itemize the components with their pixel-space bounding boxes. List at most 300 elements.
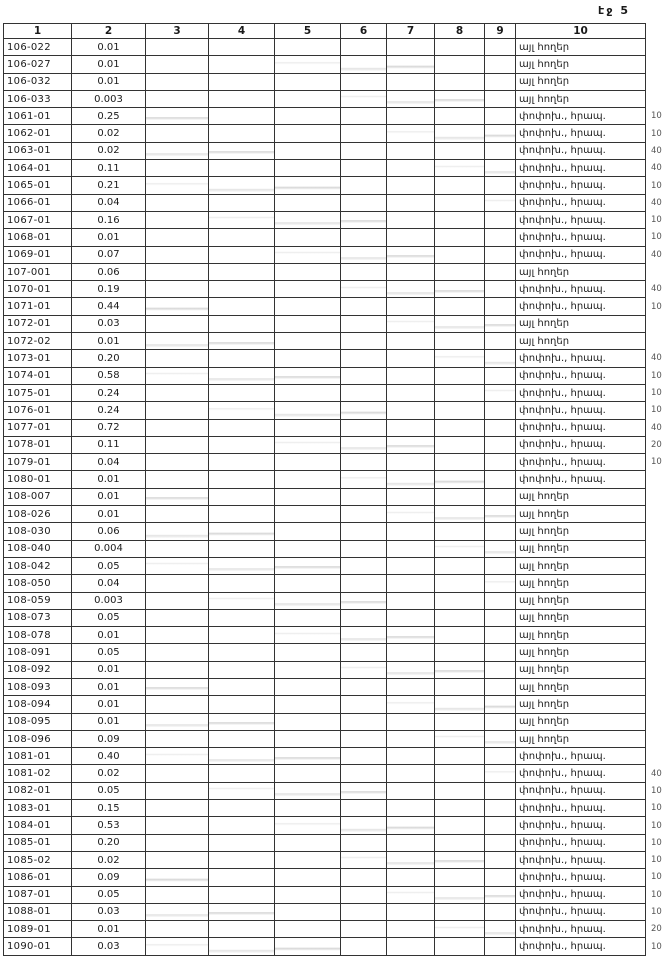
cell-empty bbox=[146, 713, 209, 730]
cell-empty bbox=[387, 730, 435, 747]
cell-empty bbox=[435, 367, 485, 384]
cell-area-value: 0.53 bbox=[72, 817, 146, 834]
cell-empty bbox=[146, 90, 209, 107]
table-row bbox=[4, 938, 669, 955]
cell-empty bbox=[435, 333, 485, 350]
cell-empty bbox=[146, 436, 209, 453]
cell-empty bbox=[387, 263, 435, 280]
cell-empty bbox=[209, 557, 275, 574]
margin-mark: 10 bbox=[651, 872, 662, 883]
cell-empty bbox=[341, 851, 387, 868]
cell-empty bbox=[435, 800, 485, 817]
cell-empty bbox=[209, 194, 275, 211]
cell-category: փոփոխ., հրապ. bbox=[516, 851, 646, 868]
cell-empty bbox=[435, 557, 485, 574]
cell-empty bbox=[387, 298, 435, 315]
table-row bbox=[4, 281, 669, 298]
cell-empty bbox=[387, 817, 435, 834]
margin-mark: 10 bbox=[651, 889, 662, 900]
cell-empty bbox=[209, 488, 275, 505]
cell-empty bbox=[485, 177, 516, 194]
cell-empty bbox=[485, 627, 516, 644]
cell-empty bbox=[387, 557, 435, 574]
cell-empty bbox=[341, 177, 387, 194]
cell-empty bbox=[146, 938, 209, 955]
cell-parcel-code: 106-027 bbox=[4, 56, 72, 73]
cell-empty bbox=[146, 540, 209, 557]
cell-empty bbox=[387, 367, 435, 384]
table-row bbox=[4, 454, 669, 471]
cell-empty bbox=[146, 506, 209, 523]
cell-empty bbox=[387, 333, 435, 350]
cell-category: փոփոխ., հրապ. bbox=[516, 834, 646, 851]
margin-mark bbox=[646, 748, 669, 765]
cell-parcel-code: 108-092 bbox=[4, 661, 72, 678]
cell-empty bbox=[435, 125, 485, 142]
cell-parcel-code: 1089-01 bbox=[4, 921, 72, 938]
margin-mark bbox=[646, 73, 669, 90]
cell-empty bbox=[435, 419, 485, 436]
cell-empty bbox=[435, 540, 485, 557]
cell-empty bbox=[209, 678, 275, 695]
cell-empty bbox=[435, 246, 485, 263]
cell-empty bbox=[387, 402, 435, 419]
cell-empty bbox=[341, 160, 387, 177]
table-row bbox=[4, 851, 669, 868]
cell-parcel-code: 108-042 bbox=[4, 557, 72, 574]
cell-empty bbox=[341, 557, 387, 574]
table-row bbox=[4, 177, 669, 194]
cell-empty bbox=[435, 315, 485, 332]
cell-empty bbox=[387, 678, 435, 695]
table-row bbox=[4, 644, 669, 661]
cell-area-value: 0.05 bbox=[72, 644, 146, 661]
cell-empty bbox=[387, 592, 435, 609]
cell-empty bbox=[341, 817, 387, 834]
cell-empty bbox=[275, 246, 341, 263]
cell-empty bbox=[341, 56, 387, 73]
cell-parcel-code: 1079-01 bbox=[4, 454, 72, 471]
cell-parcel-code: 108-096 bbox=[4, 730, 72, 747]
cell-parcel-code: 108-095 bbox=[4, 713, 72, 730]
cell-empty bbox=[275, 142, 341, 159]
cell-empty bbox=[209, 39, 275, 56]
cell-empty bbox=[146, 160, 209, 177]
cell-empty bbox=[146, 263, 209, 280]
cell-category: այլ հողեր bbox=[516, 609, 646, 626]
cell-area-value: 0.11 bbox=[72, 160, 146, 177]
cell-empty bbox=[209, 160, 275, 177]
margin-mark: 40 bbox=[651, 197, 662, 208]
cell-empty bbox=[209, 298, 275, 315]
cell-empty bbox=[146, 350, 209, 367]
cell-category: փոփոխ., հրապ. bbox=[516, 800, 646, 817]
cell-empty bbox=[387, 384, 435, 401]
cell-area-value: 0.02 bbox=[72, 765, 146, 782]
margin-mark bbox=[646, 506, 669, 523]
margin-mark: 40 bbox=[651, 353, 662, 364]
cell-category: փոփոխ., հրապ. bbox=[516, 748, 646, 765]
table-row bbox=[4, 627, 669, 644]
cell-empty bbox=[341, 730, 387, 747]
cell-empty bbox=[275, 592, 341, 609]
column-header: 5 bbox=[275, 24, 341, 39]
cell-empty bbox=[435, 627, 485, 644]
cell-empty bbox=[435, 142, 485, 159]
cell-parcel-code: 1066-01 bbox=[4, 194, 72, 211]
table-row bbox=[4, 125, 669, 142]
margin-mark bbox=[646, 592, 669, 609]
cell-empty bbox=[435, 523, 485, 540]
cell-empty bbox=[146, 246, 209, 263]
cell-area-value: 0.05 bbox=[72, 782, 146, 799]
cell-empty bbox=[146, 557, 209, 574]
cell-category: այլ հողեր bbox=[516, 540, 646, 557]
cell-area-value: 0.05 bbox=[72, 609, 146, 626]
cell-empty bbox=[275, 730, 341, 747]
cell-parcel-code: 1078-01 bbox=[4, 436, 72, 453]
cell-area-value: 0.01 bbox=[72, 39, 146, 56]
cell-area-value: 0.09 bbox=[72, 730, 146, 747]
cell-empty bbox=[435, 609, 485, 626]
cell-empty bbox=[146, 765, 209, 782]
cell-empty bbox=[209, 419, 275, 436]
cell-empty bbox=[275, 263, 341, 280]
cell-empty bbox=[275, 281, 341, 298]
cell-category: փոփոխ., հրապ. bbox=[516, 298, 646, 315]
cell-empty bbox=[387, 350, 435, 367]
cell-empty bbox=[209, 869, 275, 886]
cell-empty bbox=[275, 298, 341, 315]
table-row bbox=[4, 350, 669, 367]
cell-empty bbox=[146, 644, 209, 661]
cell-empty bbox=[435, 765, 485, 782]
cell-empty bbox=[435, 886, 485, 903]
cell-empty bbox=[387, 713, 435, 730]
cell-category: փոփոխ., հրապ. bbox=[516, 194, 646, 211]
cell-empty bbox=[387, 436, 435, 453]
cell-empty bbox=[485, 298, 516, 315]
table-row bbox=[4, 661, 669, 678]
cell-empty bbox=[275, 350, 341, 367]
cell-empty bbox=[275, 869, 341, 886]
cell-empty bbox=[387, 125, 435, 142]
cell-empty bbox=[435, 851, 485, 868]
cell-empty bbox=[146, 627, 209, 644]
cell-empty bbox=[209, 436, 275, 453]
page-number-label: էջ 5 bbox=[598, 4, 630, 17]
cell-parcel-code: 1084-01 bbox=[4, 817, 72, 834]
cell-empty bbox=[341, 229, 387, 246]
cell-parcel-code: 1090-01 bbox=[4, 938, 72, 955]
cell-empty bbox=[435, 869, 485, 886]
cell-empty bbox=[341, 938, 387, 955]
cell-area-value: 0.07 bbox=[72, 246, 146, 263]
cell-category: փոփոխ., հրապ. bbox=[516, 436, 646, 453]
cell-empty bbox=[485, 367, 516, 384]
cell-empty bbox=[485, 609, 516, 626]
cell-empty bbox=[341, 350, 387, 367]
table-row bbox=[4, 609, 669, 626]
cell-empty bbox=[146, 817, 209, 834]
margin-mark bbox=[646, 678, 669, 695]
cell-empty bbox=[146, 367, 209, 384]
table-row bbox=[4, 160, 669, 177]
cell-empty bbox=[275, 644, 341, 661]
cell-empty bbox=[146, 782, 209, 799]
cell-empty bbox=[146, 125, 209, 142]
cell-category: այլ հողեր bbox=[516, 644, 646, 661]
cell-empty bbox=[387, 315, 435, 332]
cell-empty bbox=[341, 506, 387, 523]
cell-category: փոփոխ., հրապ. bbox=[516, 142, 646, 159]
cell-category: փոփոխ., հրապ. bbox=[516, 869, 646, 886]
cell-empty bbox=[387, 454, 435, 471]
margin-mark: 10 bbox=[651, 301, 662, 312]
cell-empty bbox=[146, 730, 209, 747]
cell-empty bbox=[275, 817, 341, 834]
cell-empty bbox=[387, 540, 435, 557]
table-header-row bbox=[4, 24, 669, 39]
cell-empty bbox=[146, 108, 209, 125]
margin-mark: 40 bbox=[651, 284, 662, 295]
table-row bbox=[4, 523, 669, 540]
cell-parcel-code: 1083-01 bbox=[4, 800, 72, 817]
margin-mark bbox=[646, 488, 669, 505]
cell-empty bbox=[341, 834, 387, 851]
cell-empty bbox=[341, 575, 387, 592]
table-row bbox=[4, 108, 669, 125]
cell-empty bbox=[435, 903, 485, 920]
cell-empty bbox=[275, 696, 341, 713]
cell-empty bbox=[146, 575, 209, 592]
cell-empty bbox=[209, 211, 275, 228]
margin-mark: 40 bbox=[651, 145, 662, 156]
cell-parcel-code: 1062-01 bbox=[4, 125, 72, 142]
cell-category: այլ հողեր bbox=[516, 73, 646, 90]
cell-empty bbox=[387, 627, 435, 644]
cell-empty bbox=[275, 488, 341, 505]
cell-empty bbox=[341, 471, 387, 488]
column-header: 7 bbox=[387, 24, 435, 39]
cell-category: փոփոխ., հրապ. bbox=[516, 938, 646, 955]
cell-empty bbox=[275, 125, 341, 142]
cell-parcel-code: 1088-01 bbox=[4, 903, 72, 920]
margin-mark: 40 bbox=[651, 422, 662, 433]
cell-empty bbox=[485, 575, 516, 592]
table-row bbox=[4, 90, 669, 107]
cell-parcel-code: 1072-01 bbox=[4, 315, 72, 332]
cell-area-value: 0.03 bbox=[72, 903, 146, 920]
cell-empty bbox=[435, 177, 485, 194]
cell-empty bbox=[275, 782, 341, 799]
cell-empty bbox=[387, 108, 435, 125]
cell-empty bbox=[387, 851, 435, 868]
cell-empty bbox=[485, 229, 516, 246]
table-row bbox=[4, 730, 669, 747]
table-row bbox=[4, 298, 669, 315]
margin-mark bbox=[646, 644, 669, 661]
cell-empty bbox=[387, 506, 435, 523]
cell-empty bbox=[341, 488, 387, 505]
cell-empty bbox=[146, 592, 209, 609]
cell-parcel-code: 1061-01 bbox=[4, 108, 72, 125]
cell-empty bbox=[209, 142, 275, 159]
cell-empty bbox=[146, 384, 209, 401]
cell-empty bbox=[275, 367, 341, 384]
cell-empty bbox=[485, 506, 516, 523]
cell-empty bbox=[435, 39, 485, 56]
cell-empty bbox=[387, 782, 435, 799]
cell-empty bbox=[146, 678, 209, 695]
cell-parcel-code: 108-040 bbox=[4, 540, 72, 557]
cell-parcel-code: 1070-01 bbox=[4, 281, 72, 298]
cell-empty bbox=[485, 73, 516, 90]
cell-empty bbox=[275, 903, 341, 920]
column-header: 2 bbox=[72, 24, 146, 39]
cell-empty bbox=[209, 56, 275, 73]
cell-category: փոփոխ., հրապ. bbox=[516, 903, 646, 920]
cell-empty bbox=[435, 402, 485, 419]
cell-empty bbox=[146, 869, 209, 886]
cell-empty bbox=[146, 903, 209, 920]
margin-mark: 10 bbox=[651, 837, 662, 848]
cell-empty bbox=[275, 800, 341, 817]
cell-parcel-code: 108-030 bbox=[4, 523, 72, 540]
cell-parcel-code: 1082-01 bbox=[4, 782, 72, 799]
margin-mark: 10 bbox=[651, 111, 662, 122]
cell-empty bbox=[387, 644, 435, 661]
cell-empty bbox=[485, 125, 516, 142]
cell-empty bbox=[209, 229, 275, 246]
cell-empty bbox=[435, 782, 485, 799]
cell-empty bbox=[435, 108, 485, 125]
cell-empty bbox=[209, 246, 275, 263]
cell-empty bbox=[485, 851, 516, 868]
margin-mark: 10 bbox=[651, 906, 662, 917]
cell-empty bbox=[341, 540, 387, 557]
margin-mark: 20 bbox=[651, 924, 662, 935]
cell-parcel-code: 1081-01 bbox=[4, 748, 72, 765]
table-row bbox=[4, 540, 669, 557]
cell-area-value: 0.04 bbox=[72, 454, 146, 471]
table-row bbox=[4, 315, 669, 332]
margin-mark bbox=[646, 540, 669, 557]
margin-mark: 40 bbox=[651, 768, 662, 779]
column-header: 1 bbox=[4, 24, 72, 39]
cell-empty bbox=[275, 834, 341, 851]
cell-empty bbox=[485, 402, 516, 419]
cell-empty bbox=[209, 125, 275, 142]
cell-empty bbox=[146, 281, 209, 298]
margin-mark bbox=[646, 713, 669, 730]
cell-empty bbox=[341, 765, 387, 782]
margin-mark: 10 bbox=[651, 232, 662, 243]
cell-category: այլ հողեր bbox=[516, 575, 646, 592]
cell-parcel-code: 1065-01 bbox=[4, 177, 72, 194]
cell-empty bbox=[275, 921, 341, 938]
table-row bbox=[4, 436, 669, 453]
cell-empty bbox=[435, 748, 485, 765]
cell-empty bbox=[435, 575, 485, 592]
cell-empty bbox=[146, 229, 209, 246]
cell-area-value: 0.01 bbox=[72, 661, 146, 678]
cell-empty bbox=[146, 471, 209, 488]
cell-empty bbox=[275, 713, 341, 730]
cell-parcel-code: 1063-01 bbox=[4, 142, 72, 159]
cell-area-value: 0.19 bbox=[72, 281, 146, 298]
cell-empty bbox=[146, 488, 209, 505]
cell-empty bbox=[485, 281, 516, 298]
cell-parcel-code: 1087-01 bbox=[4, 886, 72, 903]
cell-area-value: 0.04 bbox=[72, 575, 146, 592]
cell-empty bbox=[435, 454, 485, 471]
cell-empty bbox=[341, 886, 387, 903]
cell-empty bbox=[146, 194, 209, 211]
cell-category: փոփոխ., հրապ. bbox=[516, 281, 646, 298]
cell-empty bbox=[146, 523, 209, 540]
cell-area-value: 0.01 bbox=[72, 333, 146, 350]
cell-empty bbox=[485, 696, 516, 713]
cell-empty bbox=[209, 90, 275, 107]
cell-empty bbox=[485, 678, 516, 695]
cell-empty bbox=[485, 488, 516, 505]
cell-empty bbox=[209, 713, 275, 730]
table-row bbox=[4, 557, 669, 574]
column-header: 10 bbox=[516, 24, 646, 39]
cell-empty bbox=[275, 627, 341, 644]
cell-empty bbox=[209, 730, 275, 747]
cell-empty bbox=[485, 419, 516, 436]
cell-empty bbox=[275, 56, 341, 73]
cell-parcel-code: 1064-01 bbox=[4, 160, 72, 177]
cell-empty bbox=[387, 748, 435, 765]
cell-empty bbox=[209, 644, 275, 661]
cell-empty bbox=[485, 39, 516, 56]
cell-empty bbox=[275, 229, 341, 246]
cell-empty bbox=[435, 384, 485, 401]
cell-empty bbox=[387, 523, 435, 540]
cell-empty bbox=[275, 506, 341, 523]
cell-parcel-code: 108-094 bbox=[4, 696, 72, 713]
cell-empty bbox=[275, 454, 341, 471]
cell-empty bbox=[341, 315, 387, 332]
cell-parcel-code: 1075-01 bbox=[4, 384, 72, 401]
cell-empty bbox=[485, 886, 516, 903]
cell-category: փոփոխ., հրապ. bbox=[516, 419, 646, 436]
table-row bbox=[4, 886, 669, 903]
cell-empty bbox=[341, 39, 387, 56]
cell-empty bbox=[209, 921, 275, 938]
table-row bbox=[4, 834, 669, 851]
cell-category: այլ հողեր bbox=[516, 506, 646, 523]
cell-empty bbox=[341, 263, 387, 280]
column-header: 9 bbox=[485, 24, 516, 39]
cell-area-value: 0.01 bbox=[72, 56, 146, 73]
cell-empty bbox=[485, 454, 516, 471]
cell-category: փոփոխ., հրապ. bbox=[516, 454, 646, 471]
cell-empty bbox=[485, 263, 516, 280]
cell-parcel-code: 1085-01 bbox=[4, 834, 72, 851]
cell-category: փոփոխ., հրապ. bbox=[516, 402, 646, 419]
cell-empty bbox=[209, 315, 275, 332]
cell-empty bbox=[146, 851, 209, 868]
cell-empty bbox=[209, 886, 275, 903]
cell-area-value: 0.24 bbox=[72, 402, 146, 419]
cell-empty bbox=[435, 436, 485, 453]
margin-mark bbox=[646, 56, 669, 73]
cell-empty bbox=[209, 851, 275, 868]
